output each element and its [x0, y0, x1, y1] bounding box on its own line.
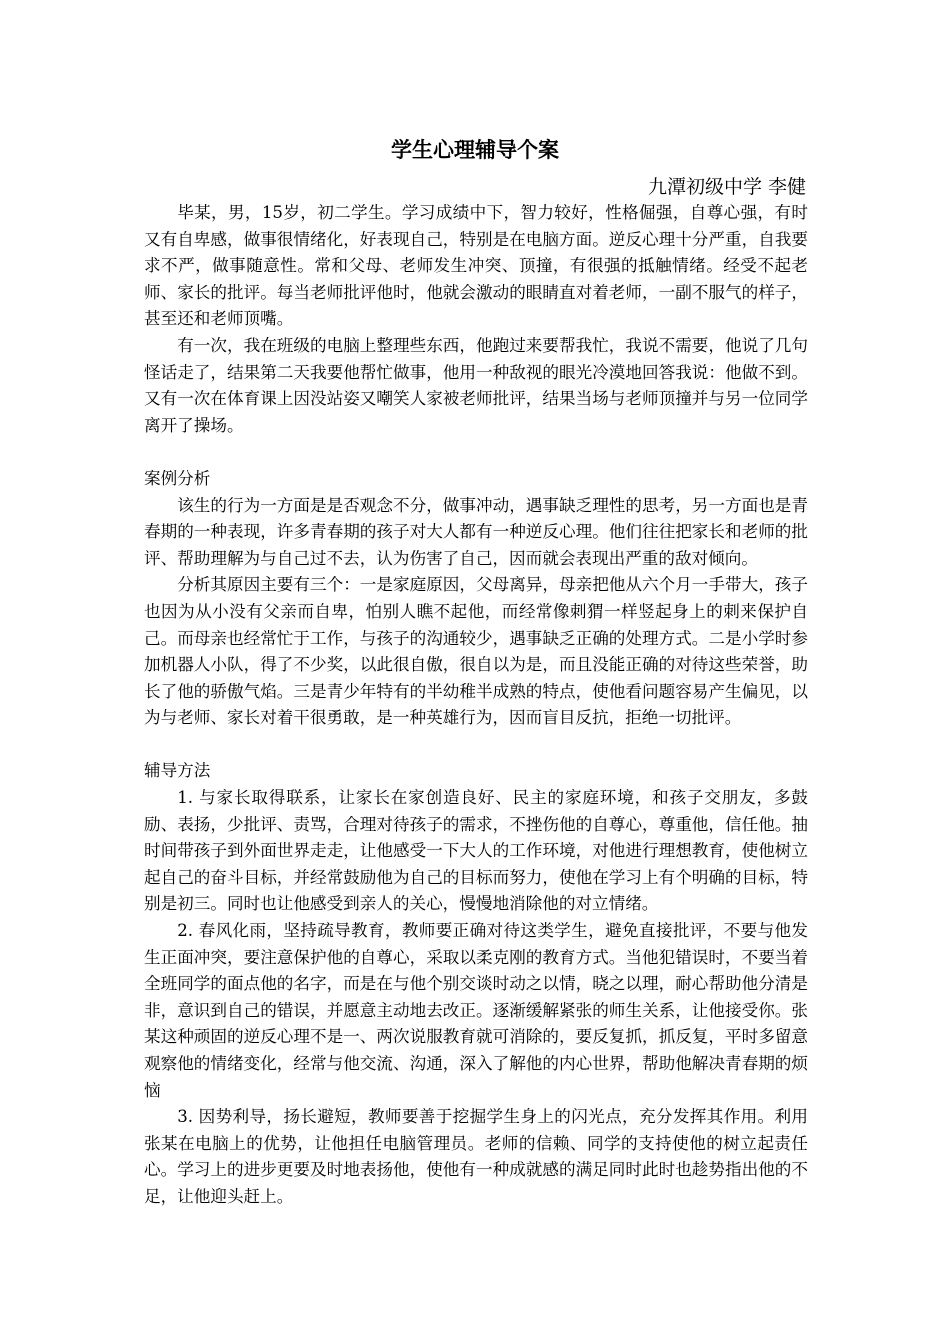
method-paragraph: 3. 因势利导，扬长避短，教师要善于挖掘学生身上的闪光点，充分发挥其作用。利用张某在电脑上的优势，让他担任电脑管理员。老师的信赖、同学的支持使他的树立起责任心。学习上的进步更要及时地表扬他，使他有一种成就感的满足同时此时也趁势指出他的不足，让他迎头赶上。 [144, 1107, 808, 1206]
document-body [144, 200, 808, 1211]
analysis-paragraph: 分析其原因主要有三个：一是家庭原因，父母离异，母亲把他从六个月一手带大，孩子也因为从小没有父亲而自卑，怕别人瞧不起他，而经常像刺猬一样竖起身上的刺来保护自己。而母亲也经常忙于工作，与孩子的沟通较少，遇事缺乏正确的处理方式。二是小学时参加机器人小队，得了不少奖，以此很自傲，很自以为是，而且没能正确的对待这些荣誉，助长了他的骄傲气焰。三是青少年特有的半幼稚半成熟的特点，使他看问题容易产生偏见，以为与老师、家长对着干很勇敢，是一种英雄行为，因而盲目反抗，拒绝一切批评。 [144, 575, 808, 728]
intro-paragraph: 毕某，男，15岁，初二学生。学习成绩中下，智力较好，性格倔强，自尊心强，有时又有自卑感，做事很情绪化，好表现自己，特别是在电脑方面。逆反心理十分严重，自我要求不严，做事随意性。常和父母、老师发生冲突、顶撞，有很强的抵触情绪。经受不起老师、家长的批评。每当老师批评他时，他就会激动的眼睛直对着老师，一副不服气的样子，甚至还和老师顶嘴。 [144, 203, 808, 329]
analysis-heading: 案例分析 [144, 468, 211, 488]
methods-heading: 辅导方法 [144, 761, 211, 781]
document-title: 学生心理辅导个案 [391, 138, 559, 162]
method-paragraph: 2. 春风化雨，坚持疏导教育，教师要正确对待这类学生，避免直接批评，不要与他发生正面冲突，要注意保护他的自尊心，采取以柔克刚的教育方式。当他犯错误时，不要当着全班同学的面点他的名字，而是在与他个别交谈时动之以情，晓之以理，耐心帮助他分清是非，意识到自己的错误，并愿意主动地去改正。逐渐缓解紧张的师生关系，让他接受你。张某这种顽固的逆反心理不是一、两次说服教育就可消除的，要反复抓，抓反复，平时多留意观察他的情绪变化，经常与他交流、沟通，深入了解他的内心世界，帮助他解决青春期的烦恼 [144, 921, 808, 1100]
method-paragraph: 1. 与家长取得联系，让家长在家创造良好、民主的家庭环境，和孩子交朋友，多鼓励、表扬，少批评、责骂，合理对待孩子的需求，不挫伤他的自尊心，尊重他，信任他。抽时间带孩子到外面世界走走，让他感受一下大人的工作环境，对他进行理想教育，使他树立起自己的奋斗目标，并经常鼓励他为自己的目标而努力，使他在学习上有个明确的目标，特别是初三。同时也让他感受到亲人的关心，慢慢地消除他的对立情绪。 [144, 788, 808, 914]
intro-paragraph: 有一次，我在班级的电脑上整理些东西，他跑过来要帮我忙，我说不需要，他说了几句怪话走了，结果第二天我要他帮忙做事，他用一种敌视的眼光冷漠地回答我说：他做不到。又有一次在体育课上因没站姿又嘲笑人家被老师批评，结果当场与老师顶撞并与另一位同学离开了操场。 [144, 335, 808, 435]
document-author: 九潭初级中学 李健 [647, 176, 806, 198]
analysis-paragraph: 该生的行为一方面是是否观念不分，做事冲动，遇事缺乏理性的思考，另一方面也是青春期的一种表现，许多青春期的孩子对大人都有一种逆反心理。他们往往把家长和老师的批评、帮助理解为与自己过不去，认为伤害了自己，因而就会表现出严重的敌对倾向。 [144, 495, 808, 568]
